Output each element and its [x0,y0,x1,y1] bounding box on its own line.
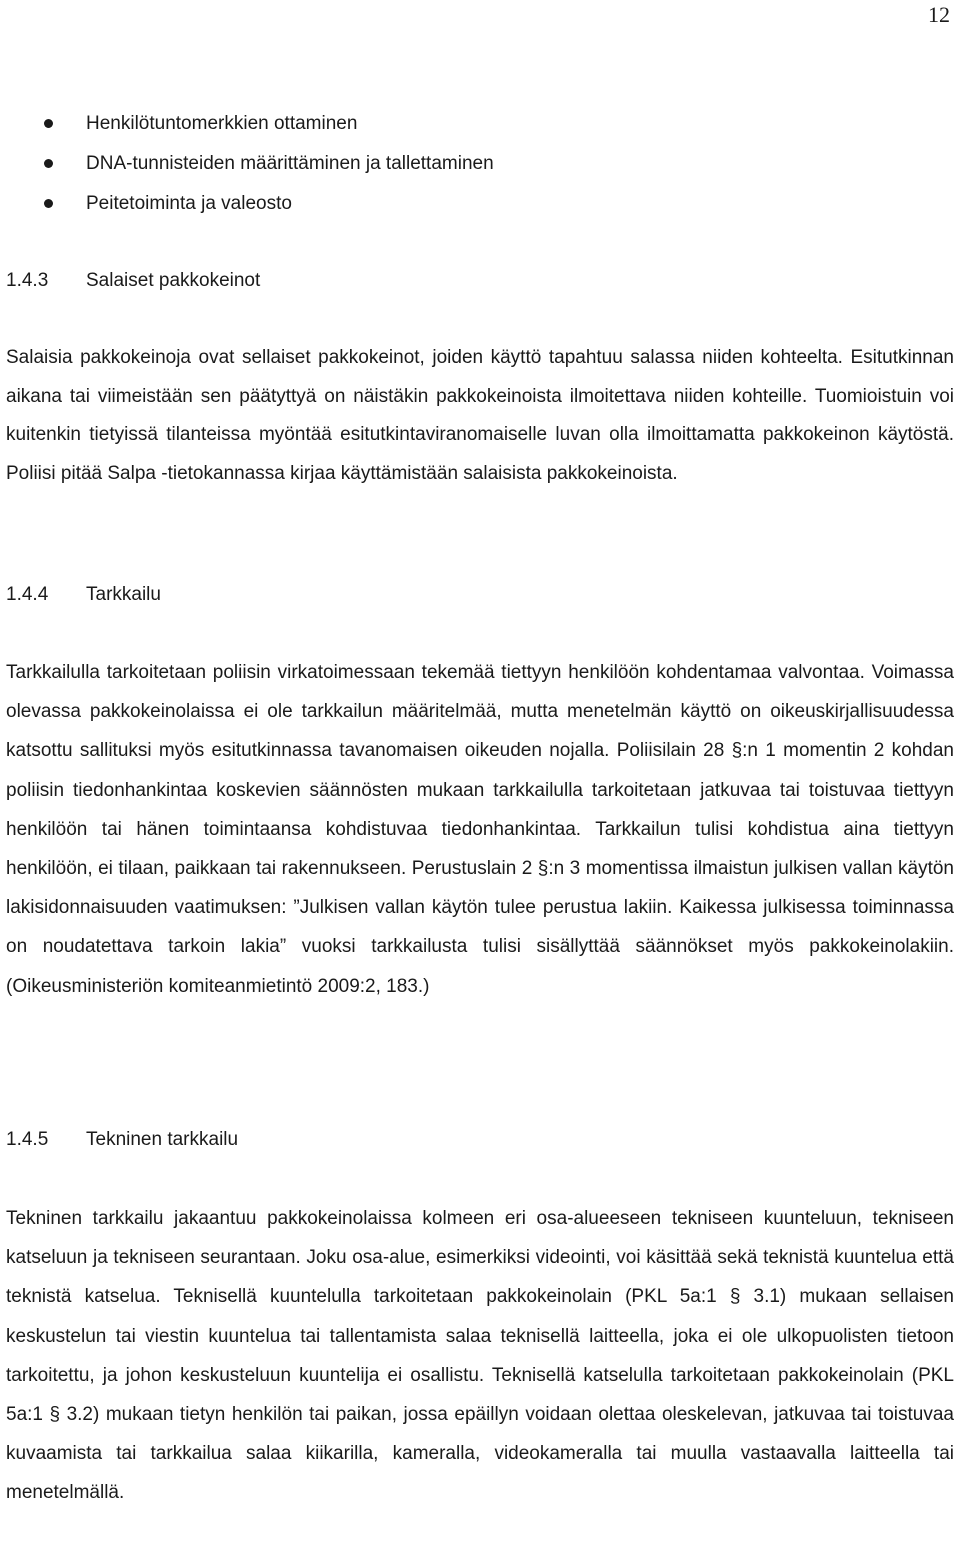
list-item-text: DNA-tunnisteiden määrittäminen ja tallettaminen [86,153,494,174]
list-item [0,144,494,184]
section-heading [6,1125,238,1155]
bullet-icon [44,119,53,128]
list-item-text: Peitetoiminta ja valeosto [86,193,292,214]
section-title: Tarkkailu [86,584,161,605]
body-paragraph: Salaisia pakkokeinoja ovat sellaiset pakkokeinot, joiden käyttö tapahtuu salassa niiden kohteelta. Esitutkinnan aikana tai viimeistään sen päätyttyä on näistäkin pakkokeinoista ilmoitettava niiden kohteille. Tuomioistuin voi kuitenkin tietyissä tilanteissa myöntää esitutkintaviranomaiselle luvan olla ilmoittamatta pakkokeinon käytöstä. Poliisi pitää Salpa -tietokannassa kirjaa käyttämistään salaisista pakkokeinoista. [6,347,954,484]
list-item [0,184,494,224]
body-paragraph: Tekninen tarkkailu jakaantuu pakkokeinolaissa kolmeen eri osa-alueeseen tekniseen kuunteluun, tekniseen katseluun ja tekniseen seurantaan. Joku osa-alue, esimerkiksi videointi, voi käsittää sekä teknistä kuuntelua että teknistä katselua. Teknisellä kuuntelulla tarkoitetaan pakkokeinolain (PKL 5a:1 § 3.1) mukaan sellaisen keskustelun tai viestin kuuntelua tai tallentamista salaa teknisellä laitteella, joka ei ole ulkopuolisten tietoon tarkoitettu, ja johon keskusteluun kuuntelija ei osallistu. Teknisellä katselulla tarkoitetaan pakkokeinolain (PKL 5a:1 § 3.2) mukaan tietyn henkilön tai paikan, jossa epäillyn voidaan olettaa oleskelevan, jatkuvaa tai toistuvaa kuvaamista tai tarkkailua salaa kiikarilla, kameralla, videokameralla tai muulla vastaavalla laitteella tai menetelmällä. [6,1208,954,1504]
list-item-text: Henkilötuntomerkkien ottaminen [86,113,358,134]
section-number: 1.4.4 [6,584,49,605]
section-title: Tekninen tarkkailu [86,1129,239,1150]
section-heading [6,266,260,296]
section-title: Salaiset pakkokeinot [86,270,261,291]
section-number: 1.4.3 [6,270,49,291]
section-number: 1.4.5 [6,1129,49,1150]
section-heading [6,580,161,610]
bullet-icon [44,199,53,208]
bullet-list [0,104,494,224]
body-paragraph: Tarkkailulla tarkoitetaan poliisin virkatoimessaan tekemää tiettyyn henkilöön kohdentamaa valvontaa. Voimassa olevassa pakkokeinolaissa ei ole tarkkailun määritelmää, mutta menetelmän käyttö on oikeuskirjallisuudessa katsottu sallituksi myös esitutkinnassa tavanomaisen oikeuden nojalla. Poliisilain 28 §:n 1 momentin 2 kohdan poliisin tiedonhankintaa koskevien säännösten mukaan tarkkailulla tarkoitetaan jatkuvaa tai toistuvaa tiettyyn henkilöön tai hänen toimintaansa kohdistuvaa tiedonhankintaa. Tarkkailun tulisi kohdistua aina tiettyyn henkilöön, ei tilaan, paikkaan tai rakennukseen. Perustuslain 2 §:n 3 momentissa ilmaistun julkisen vallan käytön lakisidonnaisuuden vaatimuksen: ”Julkisen vallan käytön tulee perustua lakiin. Kaikessa julkisessa toiminnassa on noudatettava tarkoin lakia” vuoksi tarkkailusta tulisi sisällyttää säännökset myös pakkokeinolakiin. (Oikeusministeriön komiteanmietintö 2009:2, 183.) [6,662,954,997]
bullet-icon [44,159,53,168]
page-number: 12 [928,2,950,27]
list-item [0,104,494,144]
